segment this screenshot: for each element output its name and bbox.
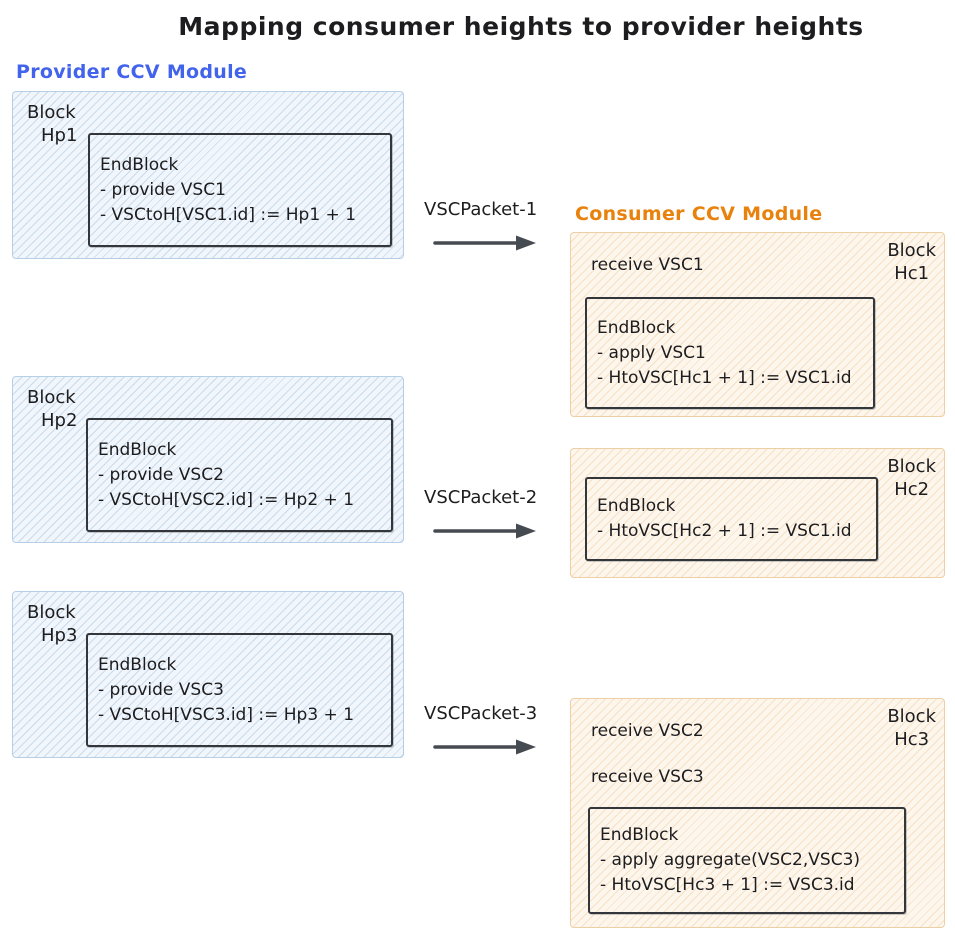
block-tag-hp3: [27, 601, 77, 647]
block-tag-hc3: [887, 705, 936, 751]
endblock-line: - VSCtoH[VSC1.id] := Hp1 + 1: [100, 204, 357, 225]
block-tag-hc1: [887, 239, 936, 285]
provider-block-hp1: [12, 91, 404, 259]
endblock-line: - provide VSC1: [100, 179, 226, 200]
endblock-box-hc3: [588, 807, 906, 914]
endblock-box-hp2: [86, 418, 393, 532]
consumer-block-hc3: [570, 698, 945, 928]
vscpacket-3-label: VSCPacket-3: [424, 703, 538, 724]
provider-module-label: Provider CCV Module: [16, 61, 248, 83]
endblock-line: - VSCtoH[VSC3.id] := Hp3 + 1: [98, 704, 355, 725]
block-tag-hc2: [887, 455, 936, 501]
endblock-title: EndBlock: [600, 825, 679, 845]
block-height-label: Hp1: [41, 125, 78, 146]
endblock-line: - provide VSC2: [98, 464, 224, 485]
endblock-title: EndBlock: [98, 654, 177, 675]
receive-line: receive VSC1: [591, 255, 704, 275]
right-arrow-icon: [432, 232, 538, 254]
endblock-box-hp1: [88, 133, 392, 247]
right-arrow-icon: [432, 520, 538, 542]
block-height-label: Hp3: [41, 625, 78, 646]
endblock-line: - provide VSC3: [98, 679, 224, 700]
block-word: Block: [27, 387, 76, 408]
block-word: Block: [887, 240, 936, 261]
block-height-label: Hp2: [41, 410, 78, 431]
diagram-title: Mapping consumer heights to provider heights: [178, 12, 864, 41]
block-word: Block: [887, 456, 936, 477]
block-height-label: Hc3: [894, 729, 930, 750]
endblock-line: - HtoVSC[Hc3 + 1] := VSC3.id: [600, 875, 855, 895]
right-arrow-icon: [432, 736, 538, 758]
endblock-title: EndBlock: [597, 317, 676, 338]
vscpacket-2-label: VSCPacket-2: [424, 487, 538, 508]
endblock-title: EndBlock: [597, 496, 676, 516]
vscpacket-3: [424, 702, 538, 758]
endblock-box-hc2: [585, 477, 878, 561]
block-word: Block: [27, 602, 76, 623]
block-word: Block: [27, 102, 76, 123]
block-word: Block: [887, 706, 936, 727]
consumer-block-hc1: [570, 232, 945, 417]
endblock-line: - HtoVSC[Hc2 + 1] := VSC1.id: [597, 521, 852, 541]
provider-block-hp3: [12, 591, 404, 758]
receive-line: receive VSC2: [591, 721, 704, 741]
endblock-line: - apply aggregate(VSC2,VSC3): [600, 850, 861, 870]
endblock-line: - apply VSC1: [597, 342, 706, 363]
consumer-module-label: Consumer CCV Module: [575, 203, 823, 225]
endblock-box-hc1: [585, 297, 875, 409]
block-tag-hp1: [27, 101, 77, 147]
endblock-line: - VSCtoH[VSC2.id] := Hp2 + 1: [98, 489, 355, 510]
block-tag-hp2: [27, 386, 77, 432]
endblock-line: - HtoVSC[Hc1 + 1] := VSC1.id: [597, 367, 852, 388]
vscpacket-1-label: VSCPacket-1: [424, 199, 538, 220]
endblock-box-hp3: [86, 633, 393, 747]
block-height-label: Hc2: [894, 479, 930, 500]
vscpacket-2: [424, 486, 538, 542]
block-height-label: Hc1: [894, 263, 930, 284]
consumer-block-hc2: [570, 448, 945, 578]
endblock-title: EndBlock: [98, 439, 177, 460]
endblock-title: EndBlock: [100, 154, 179, 175]
receive-line: receive VSC3: [591, 767, 704, 787]
provider-block-hp2: [12, 376, 404, 543]
vscpacket-1: [424, 198, 538, 254]
